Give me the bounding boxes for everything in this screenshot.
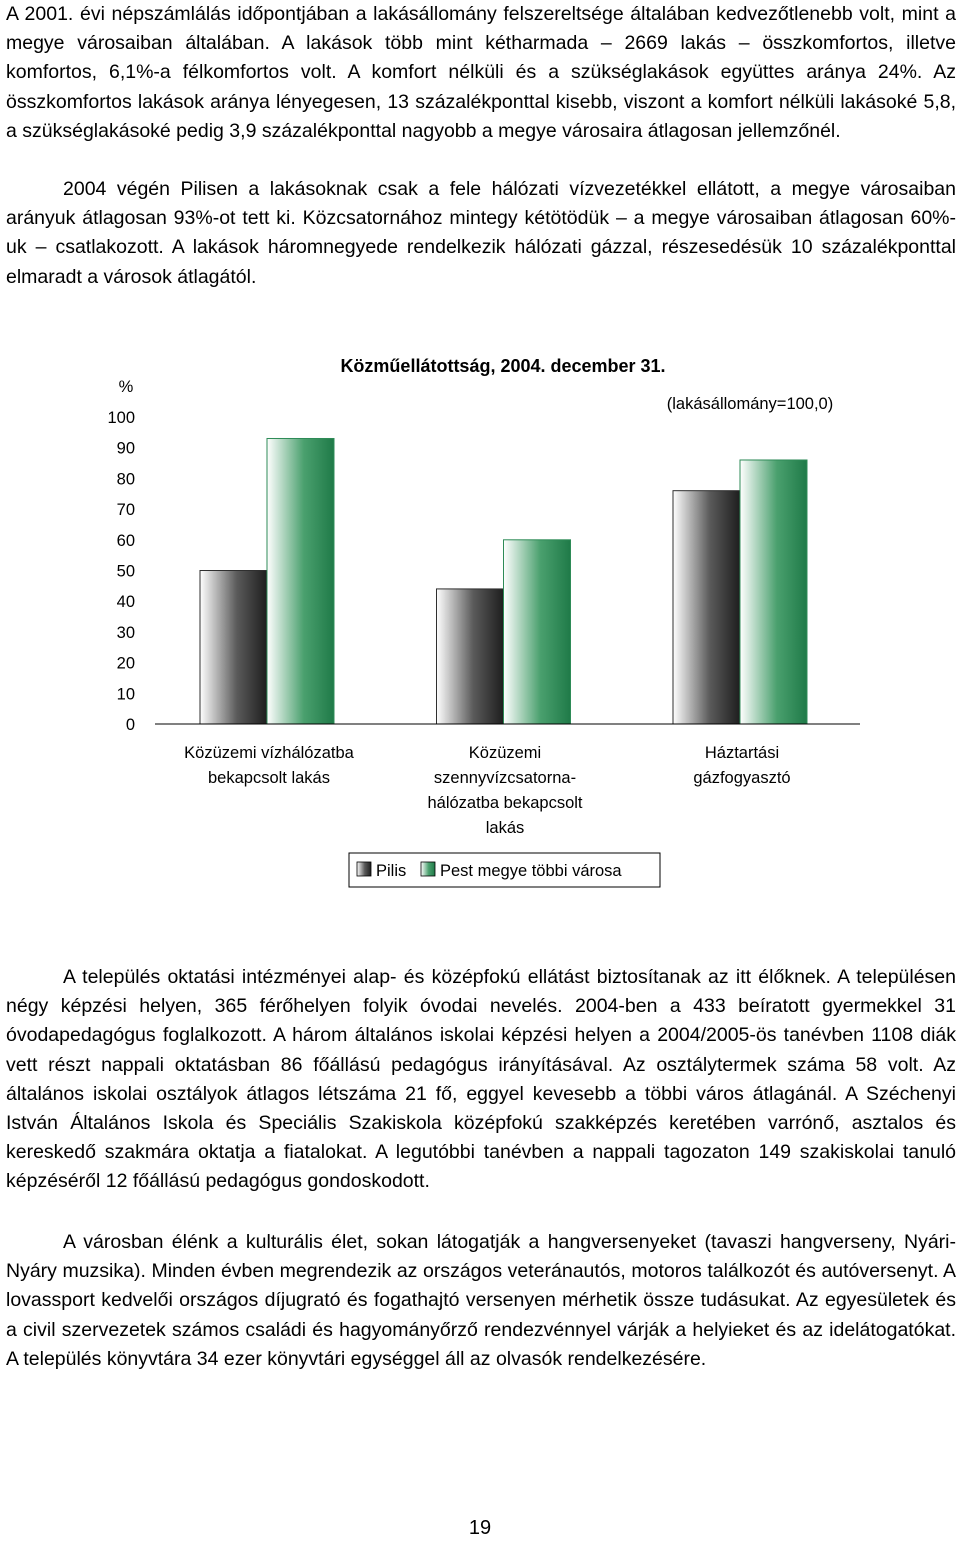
category-label: Közüzemi vízhálózatba bekapcsolt lakás xyxy=(184,744,354,787)
y-tick-label: 100 xyxy=(107,409,135,427)
bars xyxy=(200,438,807,724)
legend-label-pest: Pest megye többi városa xyxy=(440,862,622,880)
page-number: 19 xyxy=(468,1517,492,1539)
chart-title: Közműellátottság, 2004. december 31. xyxy=(340,356,666,376)
y-tick-label: 30 xyxy=(116,623,135,642)
y-axis-ticks xyxy=(107,409,135,734)
bar-pest-0 xyxy=(267,438,334,724)
utility-coverage-chart xyxy=(0,340,960,900)
y-tick-label: 90 xyxy=(116,439,135,458)
paragraph-utilities: 2004 végén Pilisen a lakásoknak csak a fele hálózati vízvezetékkel ellátott, a megye városaiban arányuk átlagosan 93%-ot tett ki. Közcsatornához mintegy kétötödük – a megye városaiban átlagosan 60%-uk – csatlakozott. A lakások háromnegyede rendelkezik hálózati gázzal, részesedésük 10 százalékponttal elmaradt a városok átlagától. xyxy=(6,178,956,288)
paragraph-education: A település oktatási intézményei alap- és középfokú ellátást biztosítanak az itt élőknek. A településen négy képzési helyen, 365 férőhelyen folyik óvodai nevelés. 2004-ben a 433 beíratott gyermekkel 31 óvodapedagógus foglalkozott. A három általános iskolai képzési helyen a 2004/2005-ös tanévben 1108 diák vett részt nappali oktatásban 86 főállású pedagógus irányításával. Az osztálytermek száma 58 volt. Az általános iskolai osztályok átlagos létszáma 21 fő, eggyel kevesebb a többi város átlagánál. A Széchenyi István Általános Iskola és Speciális Szakiskola középfokú szakképzés keretében varrónő, asztalos és kereskedő szakmára oktatja a fiatalokat. A legutóbbi tanévben a nappali tagozaton 149 szakiskolai tanuló képzéséről 12 főállású pedagógus gondoskodott. xyxy=(6,966,956,1193)
category-label: Közüzemi szennyvízcsatorna-hálózatba bekapcsolt lakás xyxy=(427,744,583,837)
y-tick-label: 20 xyxy=(116,654,135,673)
y-tick-label: 40 xyxy=(116,593,135,612)
y-tick-label: 50 xyxy=(116,562,135,581)
y-axis-unit: % xyxy=(118,378,134,396)
legend xyxy=(349,853,660,887)
y-tick-label: 70 xyxy=(116,501,135,520)
category-label: Háztartási gázfogyasztó xyxy=(693,744,791,787)
bar-pilis-1 xyxy=(437,589,504,724)
bar-pest-2 xyxy=(740,460,807,724)
bar-pest-1 xyxy=(504,540,571,724)
legend-swatch-pilis xyxy=(357,862,371,876)
chart-subtitle: (lakásállomány=100,0) xyxy=(666,395,834,413)
bar-pilis-0 xyxy=(200,571,267,725)
y-tick-label: 0 xyxy=(125,716,135,734)
bar-pilis-2 xyxy=(673,491,740,724)
paragraph-housing: A 2001. évi népszámlálás időpontjában a lakásállomány felszereltsége általában kedvezőtlenebb volt, mint a megye városaiban általában. A lakások több mint kétharmada – 2669 lakás – összkomfortos, illetve komfortos, 6,1%-a félkomfortos volt. A komfort nélküli és a szükséglakások együttes aránya 24%. Az összkomfortos lakások aránya lényegesen, 13 százalékponttal kisebb, viszont a komfort nélküli lakásoké 5,8, a szükséglakásoké pedig 3,9 százalékponttal nagyobb a megye városaira átlagosan jellemzőnél. xyxy=(6,3,956,142)
paragraph-culture: A városban élénk a kulturális élet, sokan látogatják a hangversenyeket (tavaszi hangverseny, Nyári-Nyáry muzsika). Minden évben megrendezik az országos veteránautós, motoros találkozót és autóversenyt. A lovassport kedvelői országos díjugrató és fogathajtó versenyen mérhetik össze tudásukat. Az egyesületek és a civil szervezetek számos családi és hagyományőrző rendezvénnyel várják a helyieket és az idelátogatókat. A település könyvtára 34 ezer könyvtári egységgel áll az olvasók rendelkezésére. xyxy=(6,1231,956,1370)
legend-label-pilis: Pilis xyxy=(376,862,407,880)
y-tick-label: 60 xyxy=(116,531,135,550)
category-labels xyxy=(184,744,790,837)
legend-swatch-pest xyxy=(421,862,435,876)
y-tick-label: 10 xyxy=(116,685,135,704)
y-tick-label: 80 xyxy=(116,470,135,489)
